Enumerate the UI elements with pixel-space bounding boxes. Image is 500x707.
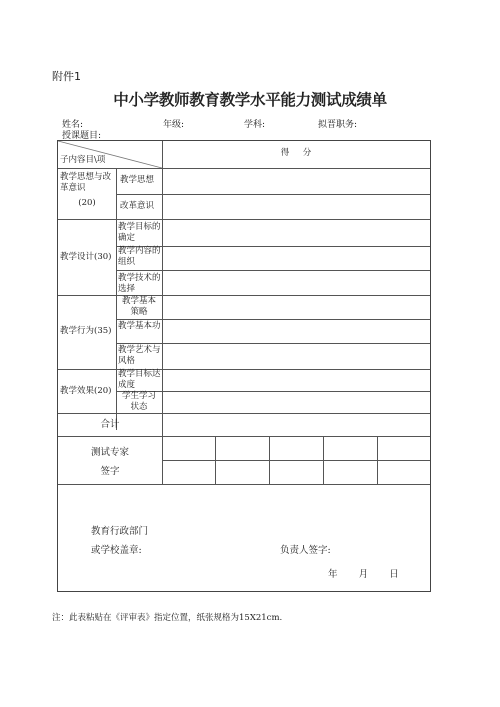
group-design-label: 教学设计(30) [60, 252, 112, 262]
position-label: 拟晋职务: [318, 120, 358, 130]
item-style: 教学艺术与 [118, 345, 161, 355]
grade-label: 年级: [163, 120, 185, 130]
expert-sign-label: 签字 [100, 466, 120, 477]
date-label: 年 月 日 [328, 569, 399, 580]
item-achievement-2: 成度 [118, 380, 136, 390]
dept-label: 教育行政部门 [91, 526, 149, 537]
responsible-sign-label: 负责人签字: [280, 545, 331, 556]
name-label: 姓名: [62, 120, 84, 130]
item-learning-state: 学生学习 [121, 391, 156, 401]
item-basic-skill: 教学基本功 [118, 321, 161, 331]
item-content-2: 组织 [118, 257, 136, 267]
item-strategy-2: 策略 [130, 307, 148, 317]
item-technique-2: 选择 [118, 284, 136, 294]
total-label: 合计 [100, 419, 120, 430]
item-objective: 教学目标的 [118, 222, 161, 232]
subject-label: 学科: [244, 120, 266, 130]
item-achievement: 教学目标达 [118, 369, 161, 379]
item-technique: 教学技术的 [118, 273, 161, 283]
item-learning-state-2: 状态 [130, 402, 148, 412]
item-objective-2: 确定 [118, 233, 136, 243]
group-behavior-label: 教学行为(35) [60, 326, 112, 336]
header-corner: 子内容目\项 [60, 155, 106, 165]
expert-label: 测试专家 [90, 447, 129, 458]
score-header: 得 分 [280, 148, 312, 158]
item-strategy: 教学基本 [121, 296, 156, 306]
score-table [57, 140, 431, 592]
group-thought-points: (20) [78, 198, 96, 208]
group-thought-label: 教学思想与改 [60, 172, 112, 182]
attachment-label: 附件1 [52, 70, 81, 83]
item-teaching-thought: 教学思想 [120, 175, 155, 185]
group-thought-label-2: 革意识 [60, 183, 86, 193]
footnote: 注：此表粘贴在《评审表》指定位置，纸张规格为15X21cm. [52, 613, 283, 623]
topic-label: 授课题目: [62, 131, 102, 141]
item-content: 教学内容的 [118, 246, 161, 256]
group-effect-label: 教学效果(20) [60, 386, 112, 396]
item-style-2: 风格 [118, 356, 136, 366]
page-title: 中小学教师教育教学水平能力测试成绩单 [113, 91, 387, 109]
item-reform-awareness: 改革意识 [120, 201, 155, 211]
dept-seal-label: 或学校盖章: [91, 545, 142, 556]
